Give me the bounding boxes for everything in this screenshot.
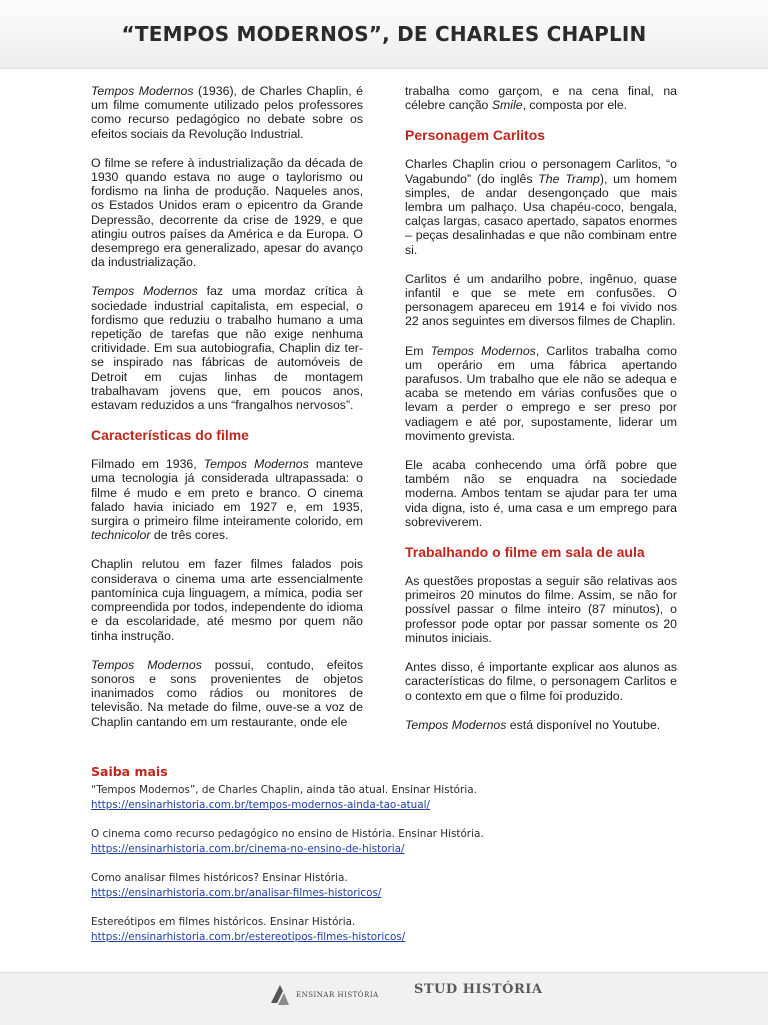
left-column (91, 84, 363, 744)
reference-link[interactable]: https://ensinarhistoria.com.br/estereotipos-filmes-historicos/ (91, 931, 406, 943)
paragraph-text: Em (405, 343, 431, 358)
film-title: Tempos Modernos (91, 84, 194, 98)
paragraph (405, 718, 677, 732)
section-heading-trabalhando: Trabalhando o filme em sala de aula (405, 544, 645, 561)
technicolor-term: technicolor (91, 528, 151, 543)
ensinar-historia-logo (268, 980, 379, 1010)
reference-item (91, 871, 691, 901)
paragraph-text: manteve uma tecnologia já considerada ultrapassada: o filme é mudo e em preto e branco. O cinema falado havia iniciado em 1927 e, em 1935, surgira o primeiro filme inteiramente colorido, em (91, 457, 363, 529)
studio-historia-logo: STUD HISTÓRIA (414, 982, 543, 997)
paragraph (405, 157, 677, 256)
reference-item (91, 827, 691, 857)
paragraph-text: ), um homem simples, de andar desengonçado que mais lembra um palhaço. Usa chapéu-coco, bengala, calças largas, casaco apertado, sapatos enormes – peças desalinhadas e que não combinam entre si. (405, 171, 677, 257)
ensinar-historia-logo-icon (268, 981, 292, 1009)
paragraph-text: (1936), de Charles Chaplin, é um filme comumente utilizado pelos professores como recurso pedagógico no debate sobre os efeitos sociais da Revolução Industrial. (91, 84, 363, 141)
reference-text: “Tempos Modernos”, de Charles Chaplin, ainda tão atual. Ensinar História. (91, 784, 477, 796)
paragraph-text: de três cores. (150, 528, 229, 543)
paragraph-text: está disponível no Youtube. (506, 717, 661, 732)
paragraph-text: , composta por ele. (522, 98, 628, 113)
reference-text: O cinema como recurso pedagógico no ensino de História. Ensinar História. (91, 828, 484, 840)
paragraph: As questões propostas a seguir são relativas aos primeiros 20 minutos do filme. Assim, se não for possível passar o filme inteiro (87 minutos), o professor pode optar por passar somente os 20 minutos iniciais. (405, 574, 677, 645)
film-title: Tempos Modernos (91, 284, 198, 299)
reference-text: Estereótipos em filmes históricos. Ensinar História. (91, 916, 356, 928)
tramp-term: The Tramp (538, 171, 600, 186)
reference-item (91, 915, 691, 945)
reference-link[interactable]: https://ensinarhistoria.com.br/analisar-filmes-historicos/ (91, 887, 382, 899)
reference-text: Como analisar filmes históricos? Ensinar História. (91, 872, 348, 884)
paragraph-text: Filmado em 1936, (91, 457, 204, 472)
film-title: Tempos Modernos (203, 457, 309, 472)
paragraph-text: faz uma mordaz crítica à sociedade industrial capitalista, em especial, o fordismo que reduziu o trabalho humano a uma repetição de tarefas que não exige nenhuma critividade. Em sua autobiografia, Chaplin diz ter-se inspirado nas fábricas de automóveis de Detroit em cujas linhas de montagem trabalhavam jovens que, em poucos anos, estavam reduzidos a uns “frangalhos nervosos”. (91, 284, 364, 413)
paragraph (91, 658, 363, 729)
paragraph (405, 344, 677, 443)
paragraph-text: Charles Chaplin criou o personagem Carlitos, “o Vagabundo” (do inglês (405, 157, 677, 186)
paragraph-text: possui, contudo, efeitos sonoros e sons provenientes de objetos inanimados como rádios ou monitores de televisão. Na metade do filme, ouve-se a voz de Chaplin cantando em um restaurante, onde ele (91, 657, 363, 729)
section-heading-caracteristicas: Características do filme (91, 427, 249, 444)
paragraph: Carlitos é um andarilho pobre, ingênuo, quase infantil e que se mete em confusões. O personagem apareceu em 1914 e foi vivido nos 22 anos seguintes em diversos filmes de Chaplin. (405, 271, 677, 329)
paragraph: Ele acaba conhecendo uma órfã pobre que também não se enquadra na sociedade moderna. Ambos tentam se ajudar para ter uma vida digna, isto é, uma casa e um emprego para sobreviverem. (405, 458, 677, 529)
paragraph (91, 84, 363, 141)
paragraph: O filme se refere à industrialização da década de 1930 quando estava no auge o taylorismo ou fordismo na linha de produção. Naqueles anos, os Estados Unidos eram o epicentro da Grande Depressão, decorrente da crise de 1929, e que atingiu outros países da América e da Europa. O desemprego era generalizado, apesar do avanço da industrialização. (91, 155, 363, 270)
reference-link[interactable]: https://ensinarhistoria.com.br/tempos-modernos-ainda-tao-atual/ (91, 799, 431, 811)
paragraph (91, 284, 363, 412)
saiba-mais-section (91, 764, 691, 959)
right-column (405, 84, 677, 747)
section-heading-personagem: Personagem Carlitos (405, 127, 546, 144)
paragraph (91, 457, 363, 542)
page-title: “TEMPOS MODERNOS”, DE CHARLES CHAPLIN (121, 22, 647, 46)
paragraph-text: trabalha como garçom, e na cena final, na célebre canção (405, 84, 677, 113)
reference-item (91, 783, 691, 813)
paragraph: Chaplin relutou em fazer filmes falados pois considerava o cinema uma arte essencialmente pantomínica cuja linguagem, a mímica, podia ser compreendida por todos, independente do idioma e da escolaridade, até mesmo por quem não tinha instrução. (91, 557, 363, 643)
ensinar-historia-logo-text: ENSINAR HISTÓRIA (296, 991, 379, 999)
paragraph-text: , Carlitos trabalha como um operário em uma fábrica apertando parafusos. Um trabalho que ele não se adequa e acaba se metendo em várias confusões que o levam a perder o emprego e ser preso por vadiagem e até por, supostamente, liderar um movimento grevista. (405, 343, 677, 443)
paragraph: Antes disso, é importante explicar aos alunos as características do filme, o personagem Carlitos e o contexto em que o filme foi produzido. (405, 660, 677, 703)
page-header (0, 0, 768, 69)
film-title: Tempos Modernos (405, 717, 507, 732)
film-title: Tempos Modernos (430, 343, 536, 358)
saiba-mais-heading: Saiba mais (91, 764, 168, 779)
paragraph (405, 84, 677, 112)
song-title: Smile (491, 98, 523, 113)
film-title: Tempos Modernos (91, 657, 202, 672)
page-footer (0, 972, 768, 1025)
reference-link[interactable]: https://ensinarhistoria.com.br/cinema-no-ensino-de-historia/ (91, 843, 405, 855)
